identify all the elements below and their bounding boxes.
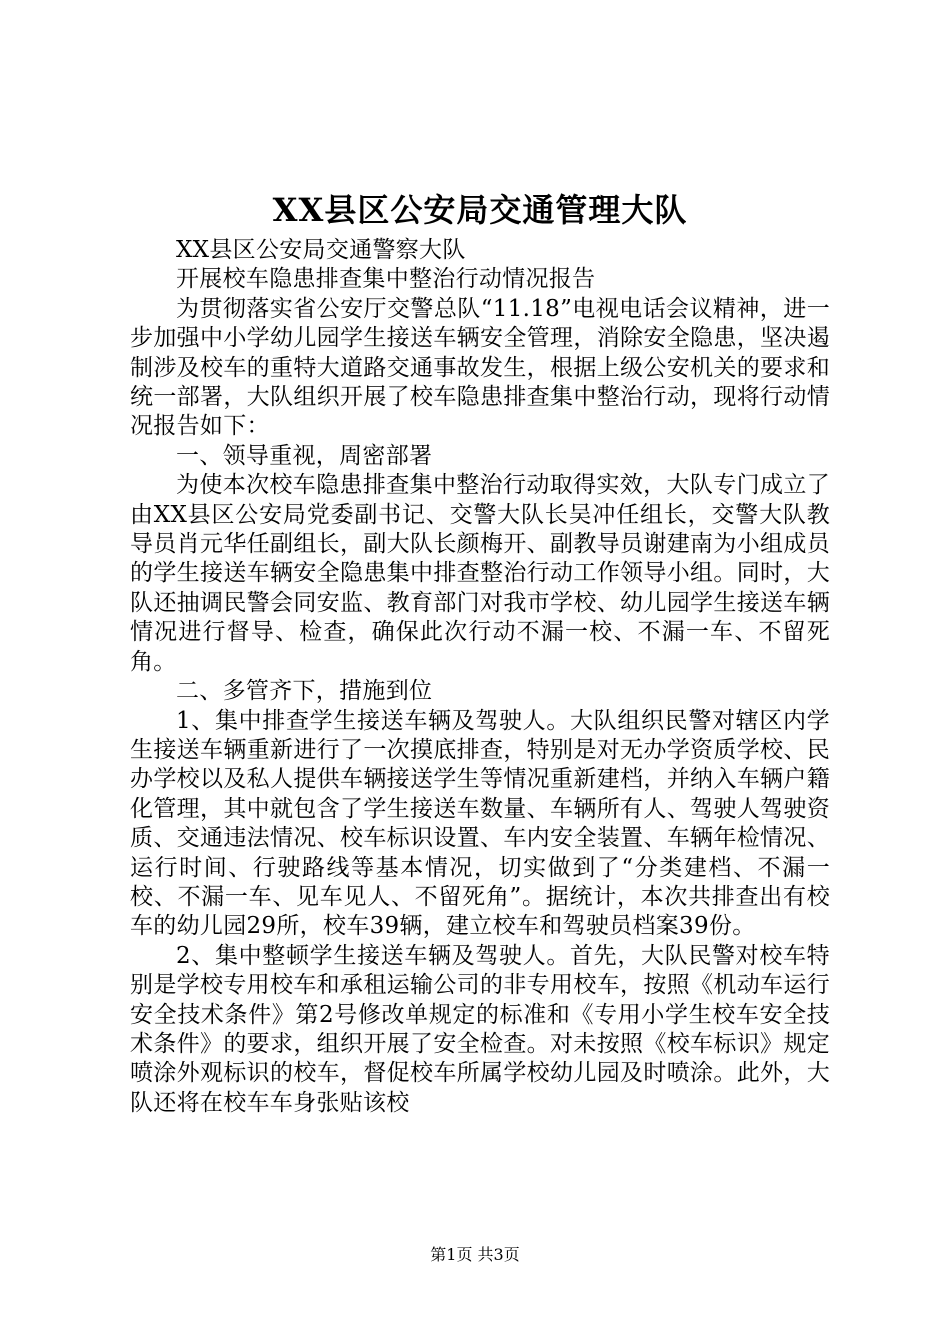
paragraph-item-2: 2、集中整顿学生接送车辆及驾驶人。首先，大队民警对校车特别是学校专用校车和承租运输公司的非专用校车，按照《机动车运行安全技术条件》第2号修改单规定的标准和《专用小学生校车安全技术条件》的要求，组织开展了安全检查。对未按照《校车标识》规定喷涂外观标识的校车，督促校车所属学校幼儿园及时喷涂。此外，大队还将在校车车身张贴该校 [130, 942, 830, 1116]
paragraph-intro: 为贯彻落实省公安厅交警总队“11.18”电视电话会议精神，进一步加强中小学幼儿园学生接送车辆安全管理，消除安全隐患，坚决遏制涉及校车的重特大道路交通事故发生，根据上级公安机关的要求和统一部署，大队组织开展了校车隐患排查集中整治行动，现将行动情况报告如下： [130, 295, 830, 440]
section-heading-2: 二、多管齐下，措施到位 [176, 678, 433, 705]
paragraph-org-name: XX县区公安局交通警察大队 [176, 237, 466, 263]
document-title: XX县区公安局交通管理大队 [272, 191, 688, 229]
paragraph-item-1: 1、集中排查学生接送车辆及驾驶人。大队组织民警对辖区内学生接送车辆重新进行了一次摸底排查，特别是对无办学资质学校、民办学校以及私人提供车辆接送学生等情况重新建档，并纳入车辆户籍化管理，其中就包含了学生接送车数量、车辆所有人、驾驶人驾驶资质、交通违法情况、校车标识设置、车内安全装置、车辆年检情况、运行时间、行驶路线等基本情况，切实做到了“分类建档、不漏一校、不漏一车、见车见人、不留死角”。据统计，本次共排查出有校车的幼儿园29所，校车39辆，建立校车和驾驶员档案39份。 [130, 707, 830, 940]
page-footer: 第1页 共3页 [430, 1245, 520, 1264]
document-body [130, 236, 830, 1118]
paragraph-section-1: 为使本次校车隐患排查集中整治行动取得实效，大队专门成立了由XX县区公安局党委副书记、交警大队长吴冲任组长，交警大队教导员肖元华任副组长，副大队长颜梅开、副教导员谢建南为小组成员的学生接送车辆安全隐患集中排查整治行动工作领导小组。同时，大队还抽调民警会同安监、教育部门对我市学校、幼儿园学生接送车辆情况进行督导、检查，确保此次行动不漏一校、不漏一车、不留死角。 [130, 472, 830, 675]
section-heading-1: 一、领导重视，周密部署 [176, 442, 433, 469]
paragraph-report-title: 开展校车隐患排查集中整治行动情况报告 [176, 266, 596, 293]
document-page [130, 0, 830, 1344]
